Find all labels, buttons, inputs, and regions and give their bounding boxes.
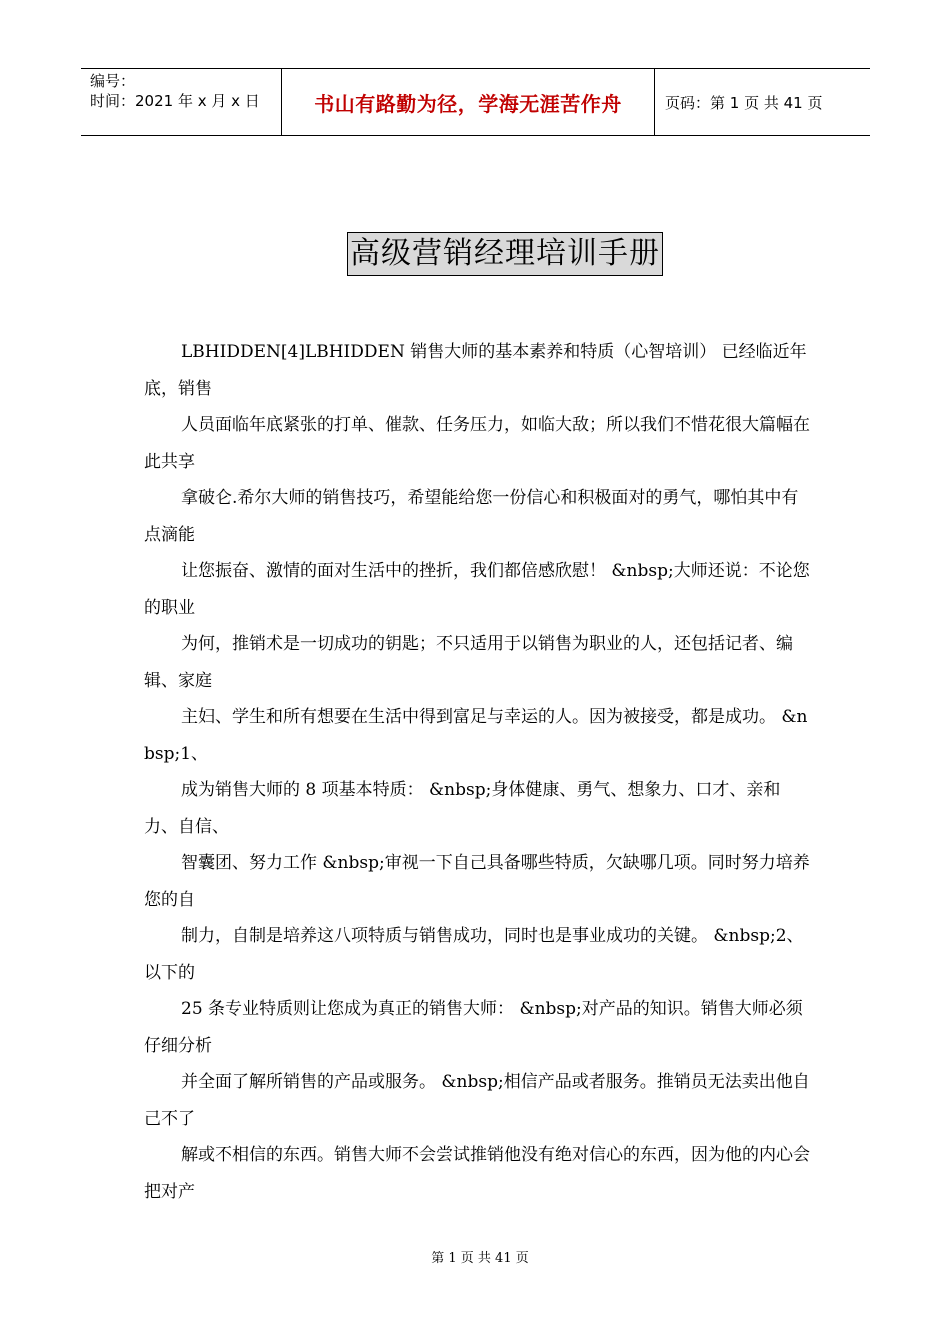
body-paragraph: 智囊团、努力工作 &nbsp;审视一下自己具备哪些特质，欠缺哪几项。同时努力培养您的自 [144,853,810,910]
footer-page-number: 第 1 页 共 41 页 [431,1251,529,1266]
document-time-label: 时间：2021 年 x 月 x 日 [90,92,260,110]
header-page-cell [655,69,870,135]
document-number-label: 编号： [90,72,136,90]
body-paragraph: 主妇、学生和所有想要在生活中得到富足与幸运的人。因为被接受，都是成功。 &nbsp;1、 [144,707,808,764]
header-motto: 书山有路勤为径，学海无涯苦作舟 [314,91,622,116]
page-header [81,68,870,136]
header-meta-cell [81,69,282,135]
header-motto-cell [282,69,655,135]
body-paragraph: 成为销售大师的 8 项基本特质： &nbsp;身体健康、勇气、想象力、口才、亲和力、自信、 [144,780,781,837]
header-page-info: 页码：第 1 页 共 41 页 [665,93,823,112]
body-paragraph: 制力，自制是培养这八项特质与销售成功，同时也是事业成功的关键。 &nbsp;2、以下的 [144,926,804,983]
body-paragraph: 拿破仑.希尔大师的销售技巧，希望能给您一份信心和积极面对的勇气，哪怕其中有点滴能 [144,488,799,545]
body-paragraph: 为何，推销术是一切成功的钥匙；不只适用于以销售为职业的人，还包括记者、编辑、家庭 [144,634,793,691]
body-paragraph: 让您振奋、激情的面对生活中的挫折，我们都倍感欣慰！ &nbsp;大师还说：不论您的职业 [144,561,810,618]
body-paragraph: 25 条专业特质则让您成为真正的销售大师： &nbsp;对产品的知识。销售大师必须仔细分析 [144,999,803,1056]
document-body [144,334,814,1210]
body-paragraph: 并全面了解所销售的产品或服务。 &nbsp;相信产品或者服务。推销员无法卖出他自己不了 [144,1072,810,1129]
body-paragraph: LBHIDDEN[4]LBHIDDEN 销售大师的基本素养和特质（心智培训） 已经临近年底，销售 [144,342,807,399]
page-footer [0,1247,950,1266]
body-paragraph: 人员面临年底紧张的打单、催款、任务压力，如临大敌；所以我们不惜花很大篇幅在此共享 [144,415,810,472]
body-paragraph: 解或不相信的东西。销售大师不会尝试推销他没有绝对信心的东西，因为他的内心会把对产 [144,1145,810,1202]
title-wrapper [0,232,950,276]
document-title: 高级营销经理培训手册 [347,232,663,276]
